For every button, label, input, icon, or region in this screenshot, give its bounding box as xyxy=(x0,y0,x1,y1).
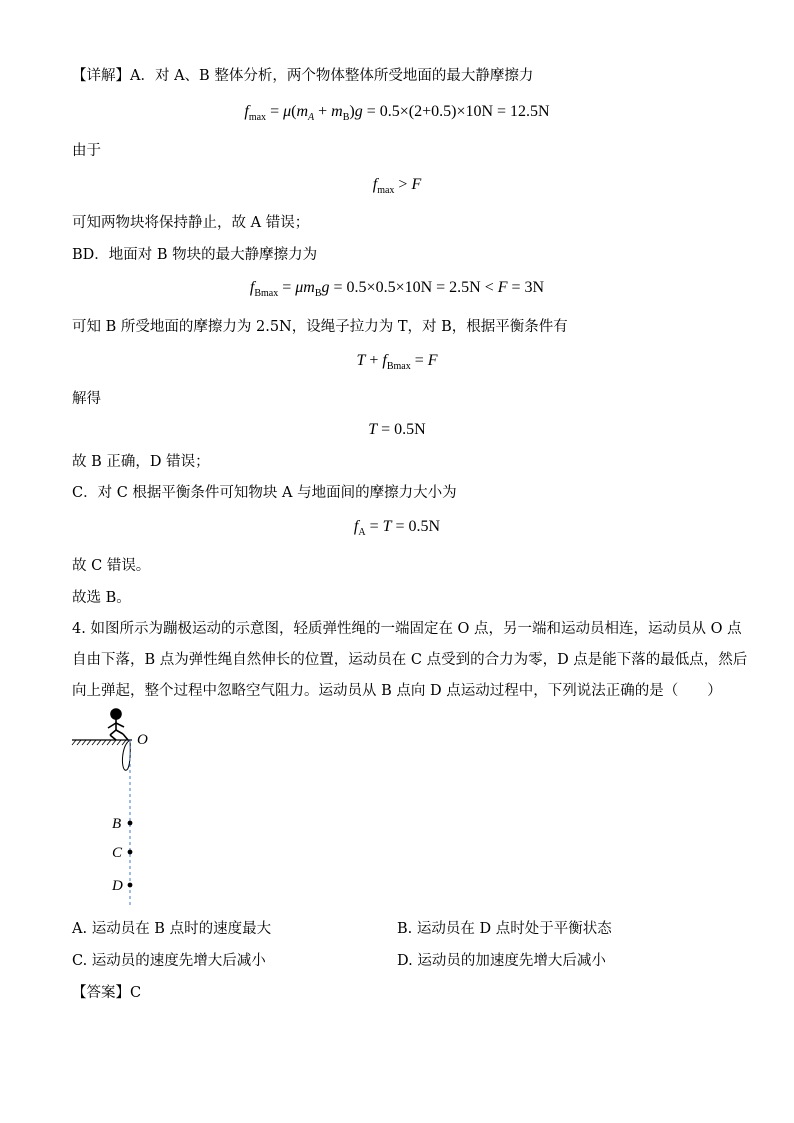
label-o: O xyxy=(137,732,148,748)
option-a[interactable]: A. 运动员在 B 点时的速度最大 xyxy=(72,921,272,937)
equation-t: T = 0.5N xyxy=(368,421,426,438)
solution-text-bd: BD．地面对 B 物块的最大静摩擦力为 xyxy=(72,247,318,263)
elastic-rope xyxy=(122,740,130,770)
option-b[interactable]: B. 运动员在 D 点时处于平衡状态 xyxy=(397,921,612,937)
jumper-figure xyxy=(108,709,128,740)
question-4-line-3: 向上弹起，整个过程中忽略空气阻力。运动员从 B 点向 D 点运动过程中，下列说法正确的是（ ） xyxy=(72,683,722,699)
solution-text-conclusion-a: 可知两物块将保持静止，故 A 错误； xyxy=(72,215,310,231)
option-c[interactable]: C. 运动员的速度先增大后减小 xyxy=(72,953,266,969)
label-d: D xyxy=(112,878,123,894)
label-b: B xyxy=(112,816,122,832)
equation-fa: $f_A = T = 0.5N$ xyxy=(353,518,441,538)
solution-answer-choice: 故选 B。 xyxy=(72,590,131,606)
solution-text-conclusion-c: 故 C 错误。 xyxy=(72,558,151,574)
solution-text-since: 由于 xyxy=(72,143,101,159)
equation-fbmax: $f_{Bmax} = \mu m_Bg = 0.5\times 0.5\times 10N = 2.5N < F = 3N$ xyxy=(249,279,545,299)
equation-fmax-gt-f: $f_{max} > F$ xyxy=(372,176,422,196)
solution-text-conclusion-bd: 故 B 正确，D 错误； xyxy=(72,454,210,470)
solution-text-c: C．对 C 根据平衡条件可知物块 A 与地面间的摩擦力大小为 xyxy=(72,485,457,501)
bungee-diagram xyxy=(70,702,180,912)
ground-platform xyxy=(72,740,132,745)
point-c-dot xyxy=(128,850,133,855)
answer-label: 【答案】C xyxy=(72,985,142,1001)
solution-intro: 【详解】A．对 A、B 整体分析，两个物体整体所受地面的最大静摩擦力 xyxy=(72,68,534,84)
question-4-line-1: 4. 如图所示为蹦极运动的示意图，轻质弹性绳的一端固定在 O 点，另一端和运动员相连，运动员从 O 点 xyxy=(72,621,742,637)
option-d[interactable]: D. 运动员的加速度先增大后减小 xyxy=(397,953,606,969)
question-4-line-2: 自由下落，B 点为弹性绳自然伸长的位置，运动员在 C 点受到的合力为零，D 点是能下落的最低点，然后 xyxy=(72,652,748,668)
label-c: C xyxy=(112,845,123,861)
solution-text-tension: 可知 B 所受地面的摩擦力为 2.5N，设绳子拉力为 T，对 B，根据平衡条件有 xyxy=(72,319,568,335)
solution-text-solve: 解得 xyxy=(72,391,101,407)
equation-fmax: $f_{max} = \mu(m_A + m_B)g = 0.5\times(2+0.5)\times 10N = 12.5N$ xyxy=(244,103,550,123)
point-d-dot xyxy=(128,883,133,888)
point-b-dot xyxy=(128,821,133,826)
equation-balance: $T + f_{Bmax} = F$ xyxy=(356,352,438,372)
